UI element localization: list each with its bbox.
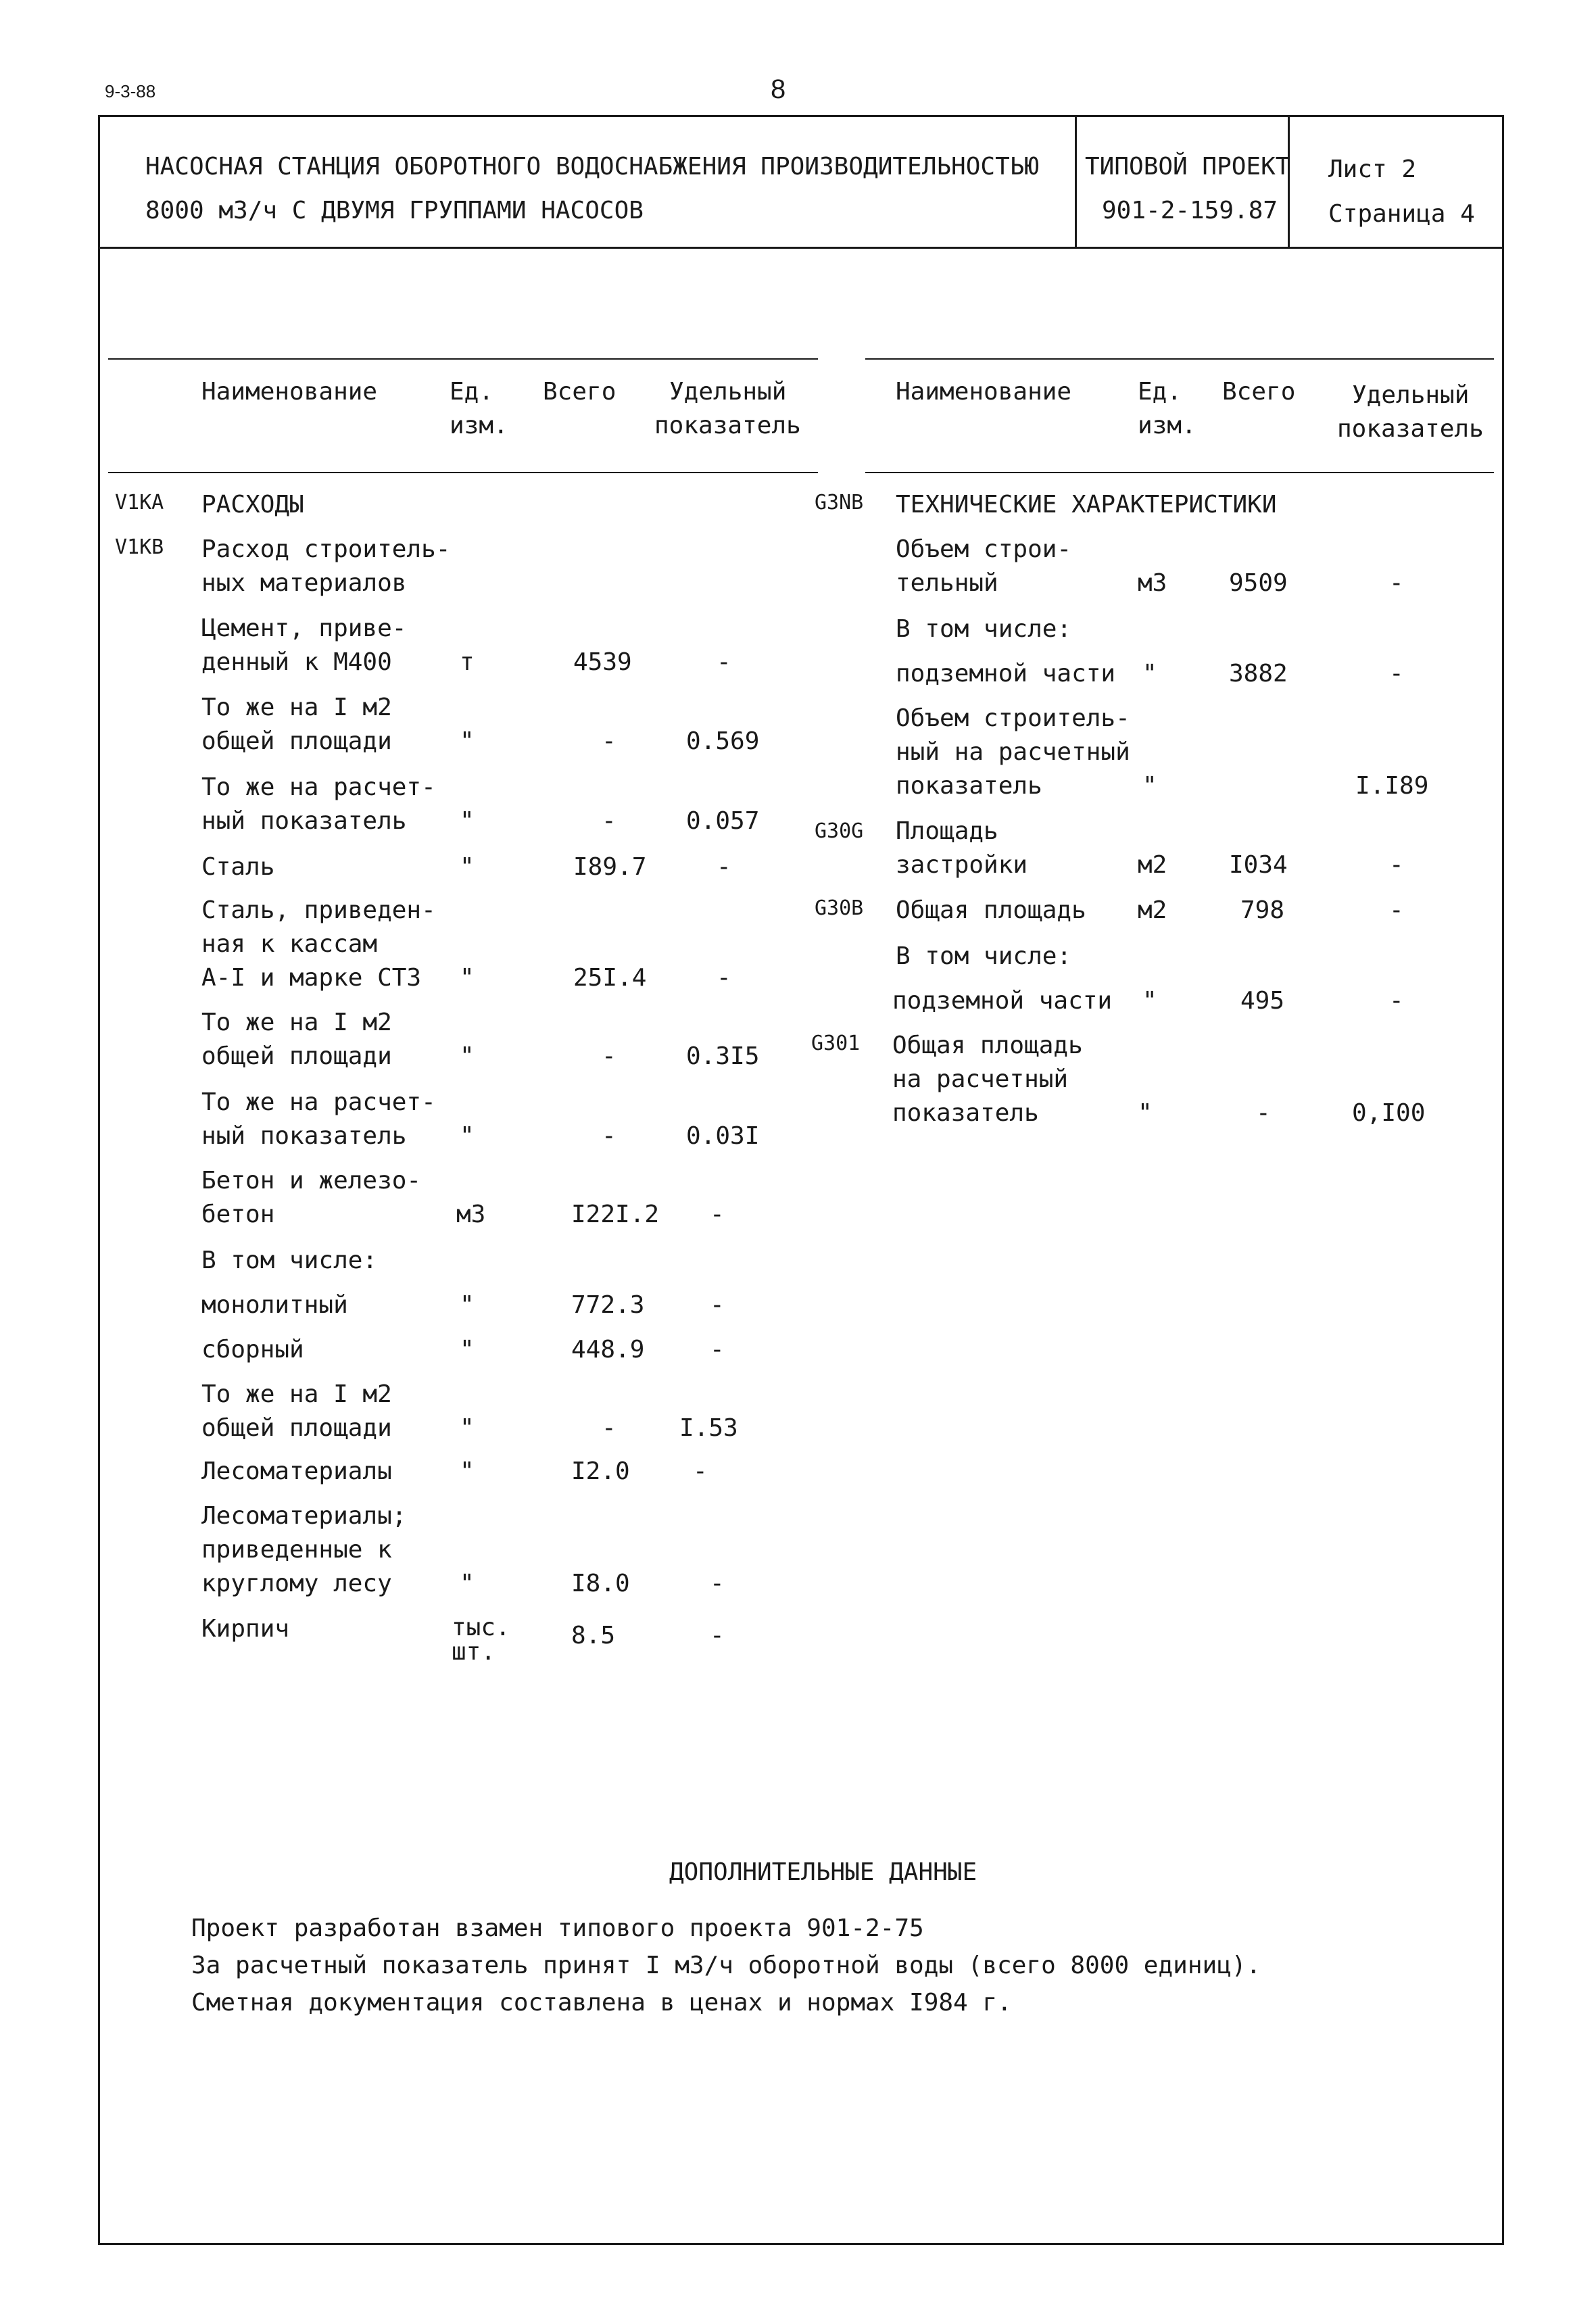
left-row-total: - [602,1122,616,1150]
left-row-unit: " [460,807,475,835]
left-row-total: - [602,807,616,835]
right-col-specific-header-1: Удельный [1352,381,1470,409]
left-row-spec: 0.569 [686,727,760,755]
left-row-name: В том числе: [201,1247,378,1274]
right-row-spec: - [1389,660,1404,687]
right-row-total: 495 [1240,987,1285,1015]
right-table-top-rule [865,358,1494,360]
frame-right [1502,115,1504,2244]
right-row-unit: " [1138,1099,1153,1127]
right-row-name: В том числе: [896,942,1072,970]
right-row-unit: м3 [1138,569,1167,597]
left-row-unit: " [460,1336,475,1364]
right-row-code: G301 [811,1032,861,1055]
right-col-total-header: Всего [1222,378,1296,406]
left-row-spec: - [710,1291,725,1319]
right-row-total: 3882 [1229,660,1288,687]
left-table-top-rule [108,358,818,360]
right-row-code: G30G [815,819,864,843]
left-row-name: Сталь [201,853,275,881]
left-row-spec: I.53 [679,1414,738,1442]
right-row-code: G3NB [815,491,864,514]
frame-top [98,115,1504,117]
right-row-name: Общая площадь [896,896,1086,924]
left-row-unit: м3 [456,1201,486,1228]
left-row-code: V1KB [115,535,164,559]
left-row-unit: " [460,1457,475,1485]
right-table-header-rule [865,472,1494,473]
left-row-spec: 0.057 [686,807,760,835]
left-row-name: Цемент, приве- денный к М400 [201,614,407,676]
left-row-spec: - [710,1622,725,1649]
left-row-name: То же на I м2 общей площади [201,1009,392,1070]
left-table-header-rule [108,472,818,473]
left-row-total: - [602,727,616,755]
left-row-total: 4539 [573,648,632,676]
left-row-name: То же на расчет- ный показатель [201,1088,436,1150]
left-row-unit: тыс. шт. [452,1614,510,1666]
right-row-spec: - [1389,896,1404,924]
right-row-name: В том числе: [896,615,1072,643]
right-row-unit: " [1142,987,1157,1015]
header-title-line2: 8000 м3/ч С ДВУМЯ ГРУППАМИ НАСОСОВ [145,197,644,224]
right-col-unit-header-2: изм. [1138,412,1196,439]
left-row-name: То же на расчет- ный показатель [201,773,436,835]
left-row-name: Сталь, приведен- ная к кассам А-I и марке СТ3 [201,896,436,992]
left-row-spec: - [693,1457,708,1485]
right-col-unit-header-1: Ед. [1138,378,1182,406]
right-row-name: подземной части [896,660,1116,687]
project-label: ТИПОВОЙ ПРОЕКТ [1085,153,1290,180]
right-row-spec: - [1389,569,1404,597]
left-row-code: V1KA [115,491,164,514]
right-row-total: 9509 [1229,569,1288,597]
left-row-spec: - [717,853,731,881]
left-row-unit: " [460,1570,475,1597]
right-row-unit: " [1142,772,1157,800]
left-col-unit-header-1: Ед. [450,378,494,406]
left-row-total: 772.3 [571,1291,645,1319]
left-row-unit: " [460,1042,475,1070]
left-row-spec: - [710,1336,725,1364]
left-row-spec: - [710,1201,725,1228]
left-col-name-header: Наименование [201,378,378,406]
right-row-name: Общая площадь на расчетный показатель [892,1032,1083,1127]
right-col-name-header: Наименование [896,378,1072,406]
right-row-name: Объем строитель- ный на расчетный показатель [896,704,1130,800]
left-row-unit: " [460,727,475,755]
page-of-sheet: Страница 4 [1328,200,1475,228]
left-row-name: То же на I м2 общей площади [201,1380,392,1442]
right-row-name: Площадь застройки [896,817,1028,879]
left-row-spec: 0.3I5 [686,1042,760,1070]
left-col-specific-header-2: показатель [654,412,801,439]
right-row-name: подземной части [892,987,1113,1015]
left-row-total: I89.7 [573,853,647,881]
left-row-name: То же на I м2 общей площади [201,694,392,755]
right-row-spec: - [1389,987,1404,1015]
right-row-code: G30B [815,896,864,920]
left-row-unit: " [460,853,475,881]
left-row-total: I2.0 [571,1457,630,1485]
additional-line-3: Сметная документация составлена в ценах и нормах I984 г. [191,1989,1012,2017]
left-row-name: Кирпич [201,1615,290,1643]
left-row-name: Лесоматериалы [201,1457,392,1485]
header-bottom-rule [98,247,1504,249]
left-row-name: сборный [201,1336,304,1364]
left-row-total: - [602,1042,616,1070]
right-row-spec: 0,I00 [1352,1099,1426,1127]
right-row-spec: I.I89 [1355,772,1429,800]
left-col-total-header: Всего [543,378,616,406]
left-row-name: Лесоматериалы; приведенные к круглому лесу [201,1502,407,1597]
right-row-unit: м2 [1138,896,1167,924]
frame-bottom [98,2243,1504,2245]
right-row-total: 798 [1240,896,1285,924]
additional-line-1: Проект разработан взамен типового проекта 901-2-75 [191,1914,924,1942]
document-code: 9-3-88 [105,81,156,101]
left-row-spec: 0.03I [686,1122,760,1150]
left-col-specific-header-1: Удельный [669,378,787,406]
left-row-total: I8.0 [571,1570,630,1597]
right-row-unit: м2 [1138,851,1167,879]
header-divider-1 [1075,115,1077,247]
left-row-spec: - [717,648,731,676]
right-row-spec: - [1389,851,1404,879]
left-row-total: - [602,1414,616,1442]
right-row-total: - [1256,1099,1271,1127]
left-row-total: 25I.4 [573,964,647,992]
left-row-name: монолитный [201,1291,348,1319]
page-number: 8 [771,74,786,104]
right-row-total: I034 [1229,851,1288,879]
left-row-total: 8.5 [571,1622,616,1649]
additional-line-2: За расчетный показатель принят I м3/ч оборотной воды (всего 8000 единиц). [191,1952,1261,1979]
left-col-unit-header-2: изм. [450,412,508,439]
sheet-number: Лист 2 [1328,155,1417,183]
left-row-total: I22I.2 [571,1201,660,1228]
left-row-unit: " [460,1291,475,1319]
left-row-name: РАСХОДЫ [201,491,304,518]
left-row-unit: " [460,1414,475,1442]
left-row-spec: - [710,1570,725,1597]
frame-left [98,115,100,2244]
header-title-line1: НАСОСНАЯ СТАНЦИЯ ОБОРОТНОГО ВОДОСНАБЖЕНИЯ ПРОИЗВОДИТЕЛЬНОСТЬЮ [145,153,1040,180]
right-row-unit: " [1142,660,1157,687]
right-row-name: Объем строи- тельный [896,535,1072,597]
left-row-spec: - [717,964,731,992]
left-row-unit: " [460,1122,475,1150]
left-row-unit: " [460,964,475,992]
left-row-name: Расход строитель- ных материалов [201,535,451,597]
left-row-total: 448.9 [571,1336,645,1364]
right-row-name: ТЕХНИЧЕСКИЕ ХАРАКТЕРИСТИКИ [896,491,1277,518]
right-col-specific-header-2: показатель [1337,415,1484,443]
left-row-name: Бетон и железо- бетон [201,1167,422,1228]
additional-heading: ДОПОЛНИТЕЛЬНЫЕ ДАННЫЕ [669,1858,977,1886]
left-row-unit: т [460,648,475,676]
project-number: 901-2-159.87 [1102,197,1278,224]
